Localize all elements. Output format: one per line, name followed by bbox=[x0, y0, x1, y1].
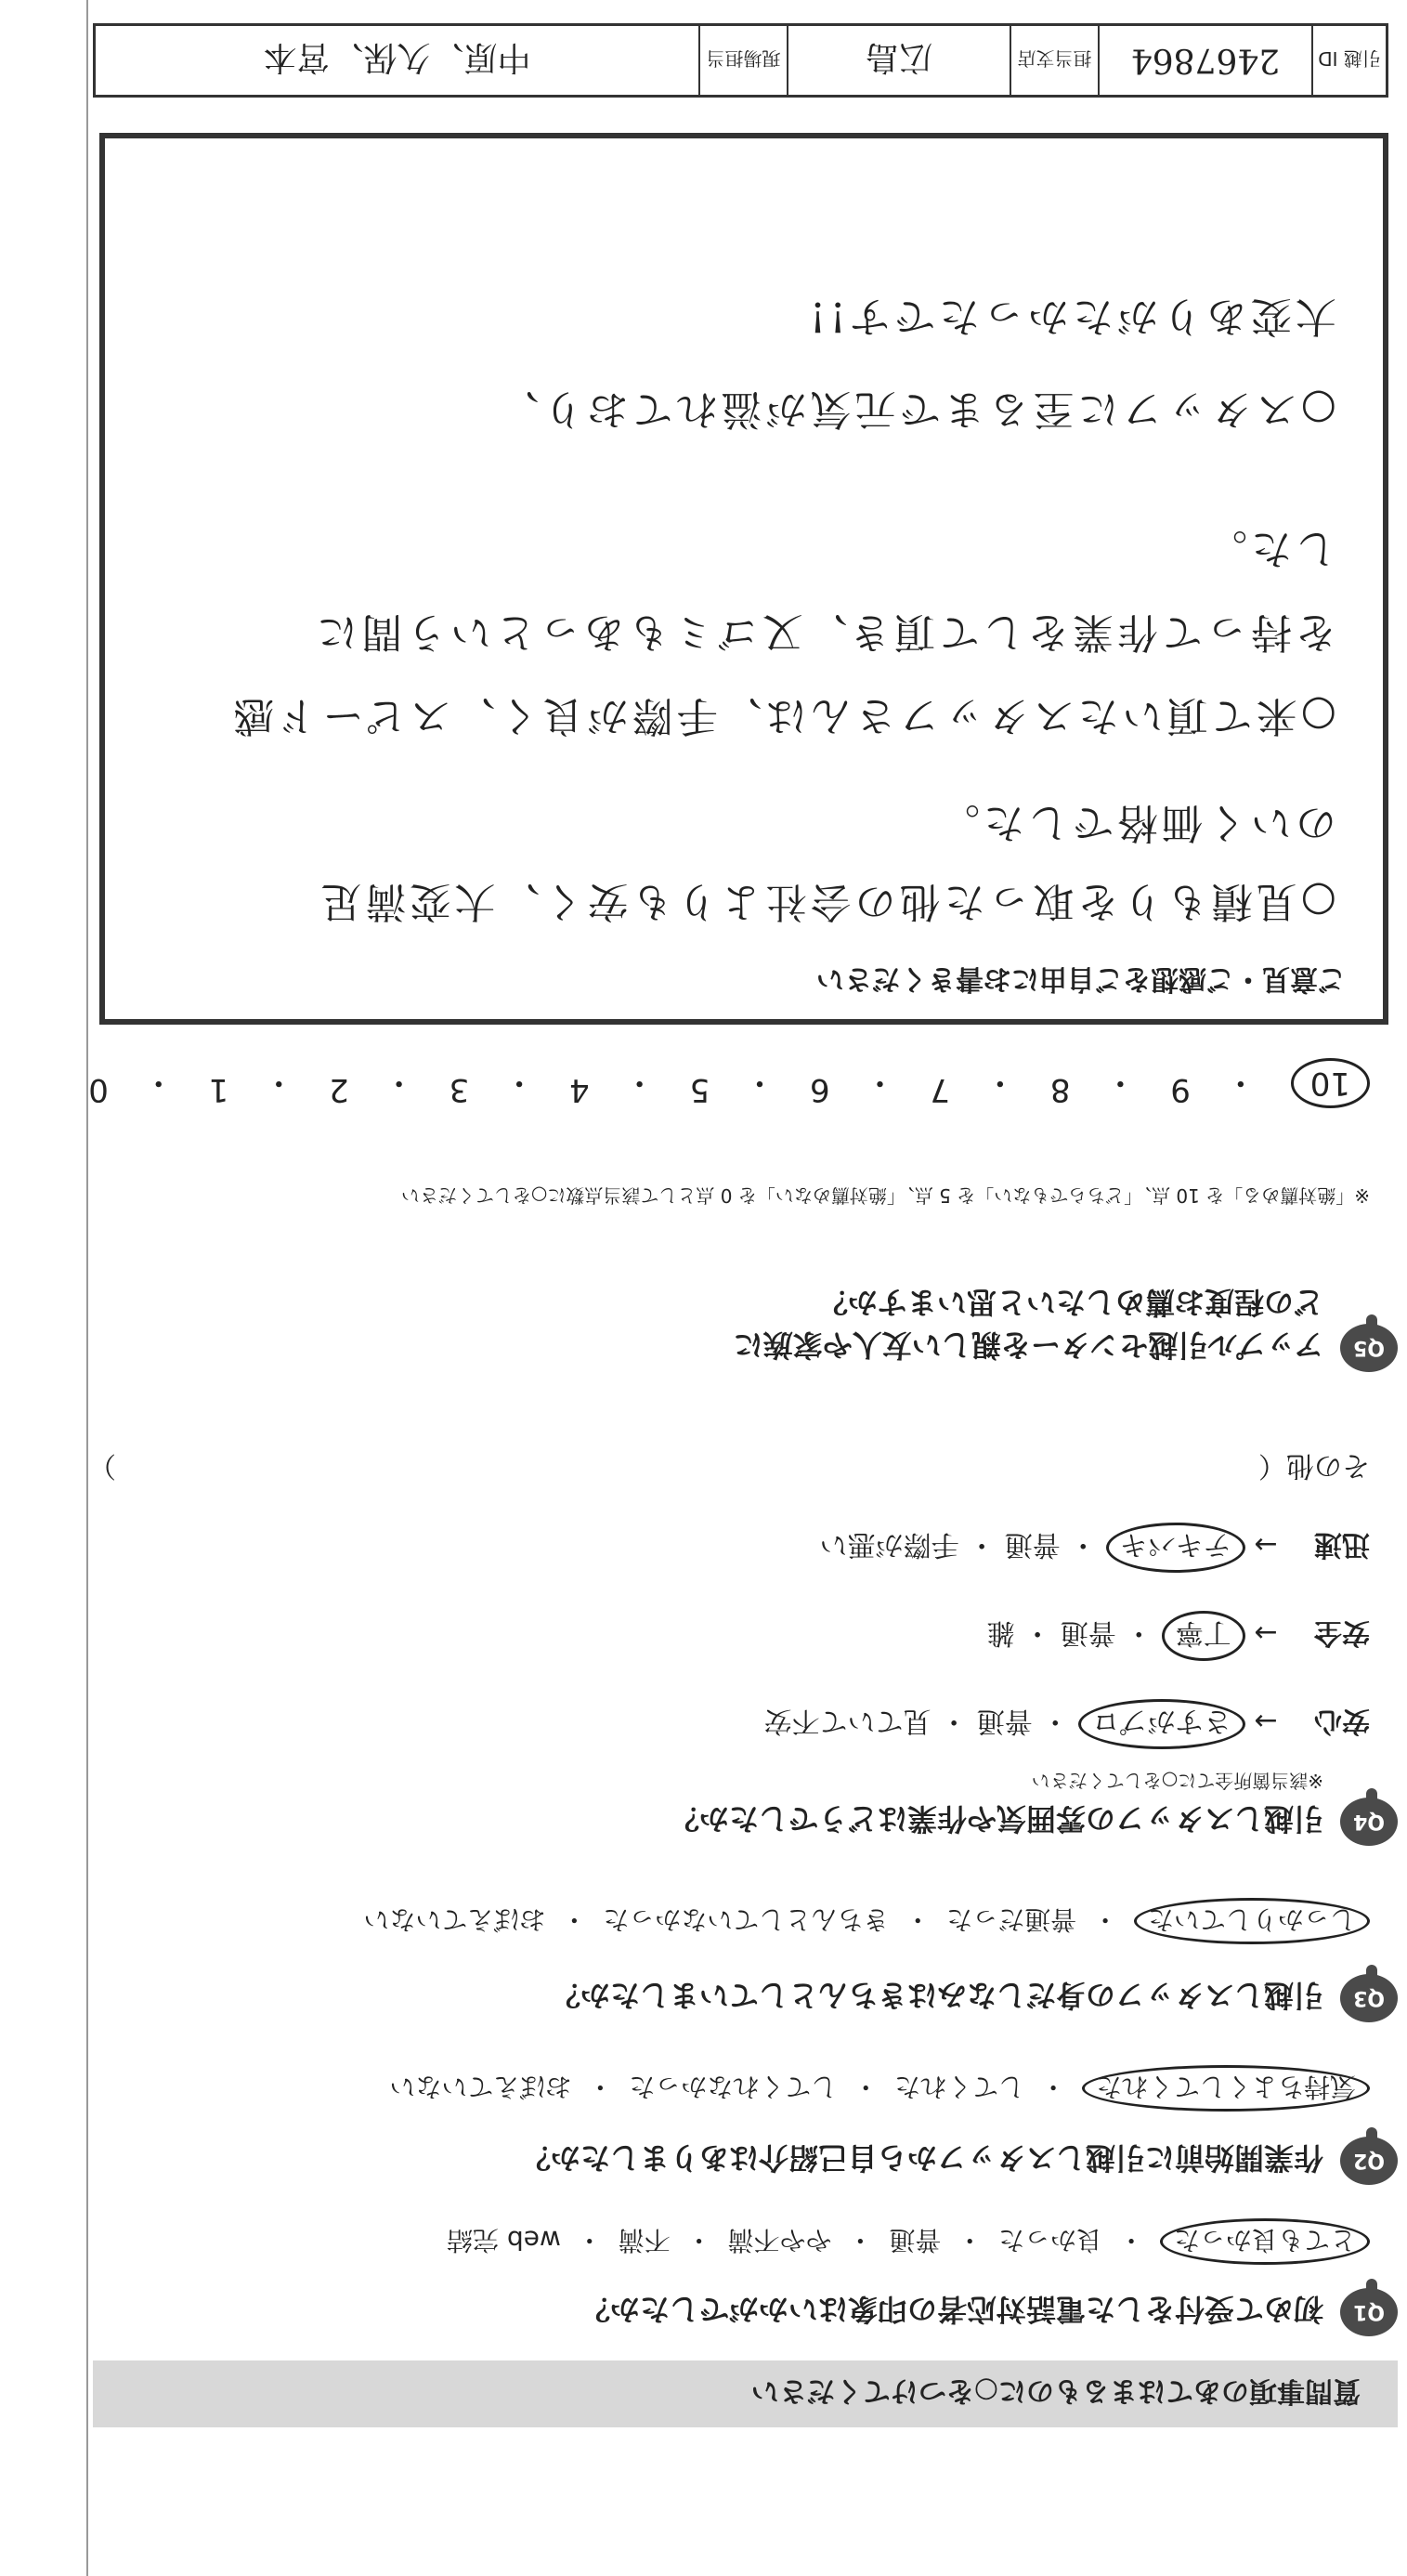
q2-option-selected[interactable]: 気持ちよくしてくれた bbox=[1082, 2065, 1370, 2112]
question-badge-icon: Q2 bbox=[1340, 2137, 1398, 2185]
comment-line: 大変ありがたかったです!! bbox=[805, 293, 1336, 340]
q4-option-selected[interactable]: さすがプロ bbox=[1078, 1699, 1245, 1749]
question-badge-icon: Q4 bbox=[1340, 1798, 1398, 1846]
branch-label: 担当支店 bbox=[1010, 26, 1098, 95]
scale-option[interactable]: 3 bbox=[449, 1071, 470, 1108]
q4-row-jinsoku: 迅速 → テキパキ ・ 普通 ・ 手際が悪い bbox=[820, 1523, 1370, 1573]
id-table bbox=[93, 23, 1388, 98]
scale-option[interactable]: 5 bbox=[689, 1071, 710, 1108]
question-badge-icon: Q3 bbox=[1340, 1974, 1398, 2022]
comment-line: のいく価格でした。 bbox=[935, 799, 1336, 846]
q3-option[interactable]: 普通だった bbox=[946, 1904, 1077, 1935]
scale-option-selected[interactable]: 10 bbox=[1291, 1058, 1370, 1108]
staff-label: 現場担当 bbox=[698, 26, 787, 95]
scale-option[interactable]: 8 bbox=[1049, 1071, 1071, 1108]
q4-row-anzen: 安全 → 丁寧 ・ 普通 ・ 雑 bbox=[987, 1611, 1370, 1661]
comment-heading: ご意見・ご感想をご自由にお書きください bbox=[816, 962, 1346, 995]
q4-other-label: その他（ bbox=[1258, 1449, 1370, 1482]
question-1 bbox=[580, 2290, 1386, 2333]
question-text: 引越しスタッフの雰囲気や作業はどうでしたか？ bbox=[669, 1801, 1323, 1837]
q4-row-label: 迅速 bbox=[1314, 1528, 1370, 1561]
question-3 bbox=[550, 1976, 1386, 2019]
q3-option[interactable]: きちんとしていなかった bbox=[603, 1904, 890, 1935]
q5-scale: 10 ・ 9 ・ 8 ・ 7 ・ 6 ・ 5 ・ 4 ・ 3 ・ 2 ・ 1 ・ 0 bbox=[88, 1058, 1370, 1108]
id-value: 2467864 bbox=[1098, 26, 1311, 95]
question-text-line1: アップル引越センターを親しい友人や家族に bbox=[733, 1327, 1323, 1363]
question-2 bbox=[520, 2138, 1386, 2181]
q4-option[interactable]: 見ていて不安 bbox=[763, 1705, 931, 1737]
scale-option[interactable]: 9 bbox=[1170, 1071, 1191, 1108]
comment-line: を持って作業をして頂き、又ゴミもあっという間に bbox=[313, 608, 1336, 656]
question-note: ※該当箇所全てに○をしてください bbox=[1031, 1770, 1323, 1792]
question-badge-icon: Q1 bbox=[1340, 2288, 1398, 2336]
comment-box bbox=[99, 133, 1388, 1025]
q5-note: ※「絶対薦める」を 10 点、「どちらでもない」を 5 点、「絶対薦めない」を 0 点として該当点数に○をしてください bbox=[400, 1184, 1370, 1207]
scale-option[interactable]: 4 bbox=[569, 1071, 590, 1108]
q2-option[interactable]: してくれた bbox=[894, 2072, 1025, 2102]
q4-option[interactable]: 普通 bbox=[1060, 1616, 1116, 1649]
q1-option[interactable]: 不満 bbox=[618, 2225, 671, 2256]
comment-line: ○来て頂いたスタッフさんは、手際が良く、スピード感 bbox=[229, 692, 1336, 739]
q4-row-anshin: 安心 → さすがプロ ・ 普通 ・ 見ていて不安 bbox=[764, 1699, 1370, 1749]
comment-line: した。 bbox=[1203, 525, 1336, 572]
q4-option[interactable]: 雑 bbox=[986, 1616, 1015, 1649]
q1-option[interactable]: 普通 bbox=[889, 2225, 942, 2256]
q4-other-close: ） bbox=[88, 1449, 116, 1482]
q3-option[interactable]: おぼえていない bbox=[363, 1904, 546, 1935]
scale-option[interactable]: 6 bbox=[809, 1071, 830, 1108]
q3-options: しっかりしていた ・ 普通だった ・ きちんとしていなかった ・ おぼえていない bbox=[357, 1898, 1371, 1944]
q4-option-selected[interactable]: テキパキ bbox=[1106, 1523, 1245, 1573]
q4-option[interactable]: 普通 bbox=[976, 1705, 1033, 1737]
q1-option-selected[interactable]: とても良かった bbox=[1160, 2218, 1370, 2265]
q4-option[interactable]: 普通 bbox=[1004, 1528, 1061, 1561]
question-text-line2: どの程度お薦めしたいと思いますか？ bbox=[817, 1285, 1323, 1320]
q4-option-selected[interactable]: 丁寧 bbox=[1162, 1611, 1245, 1661]
question-text: 初めて受付をした電話対応者の印象はいかがでしたか？ bbox=[580, 2292, 1323, 2327]
q3-option-selected[interactable]: しっかりしていた bbox=[1134, 1898, 1370, 1944]
q1-option[interactable]: 良かった bbox=[998, 2225, 1103, 2256]
id-label: 引越 ID bbox=[1311, 26, 1386, 95]
comment-line: ○見積もりを取った他の会社よりも安く、大変満足 bbox=[317, 878, 1336, 925]
question-5 bbox=[733, 1283, 1386, 1368]
q2-option[interactable]: おぼえていない bbox=[389, 2072, 572, 2102]
q4-other bbox=[88, 1448, 1370, 1489]
scale-option[interactable]: 0 bbox=[88, 1071, 109, 1108]
q4-row-label: 安心 bbox=[1314, 1705, 1370, 1737]
q4-option[interactable]: 手際が悪い bbox=[819, 1528, 959, 1561]
q4-row-label: 安全 bbox=[1314, 1616, 1370, 1649]
question-4 bbox=[669, 1769, 1386, 1842]
q1-options: とても良かった ・ 良かった ・ 普通 ・ やや不満 ・ 不満 ・ web 完結 bbox=[439, 2218, 1370, 2265]
scale-option[interactable]: 7 bbox=[930, 1071, 951, 1108]
page-edge-line bbox=[86, 0, 88, 2576]
instruction-banner: 質問事項のあてはまるものに○をつけてください bbox=[93, 2360, 1398, 2427]
branch-value: 広島 bbox=[787, 26, 1010, 95]
staff-value: 中原、久保、宮本 bbox=[263, 38, 531, 77]
scale-option[interactable]: 1 bbox=[208, 1071, 229, 1108]
q2-options: 気持ちよくしてくれた ・ してくれた ・ してくれなかった ・ おぼえていない bbox=[383, 2065, 1371, 2112]
q1-option[interactable]: やや不満 bbox=[727, 2225, 832, 2256]
comment-line: ○スタッフに至るまで元気が溢れており、 bbox=[494, 386, 1336, 433]
question-text: 引越しスタッフの身だしなみはきちんとしていましたか？ bbox=[550, 1978, 1323, 2013]
question-text: 作業開始前に引越しスタッフから自己紹介はありましたか？ bbox=[520, 2140, 1323, 2176]
q1-option[interactable]: web 完結 bbox=[447, 2225, 561, 2256]
question-badge-icon: Q5 bbox=[1340, 1324, 1398, 1372]
q2-option[interactable]: してくれなかった bbox=[629, 2072, 838, 2102]
scale-option[interactable]: 2 bbox=[329, 1071, 349, 1108]
